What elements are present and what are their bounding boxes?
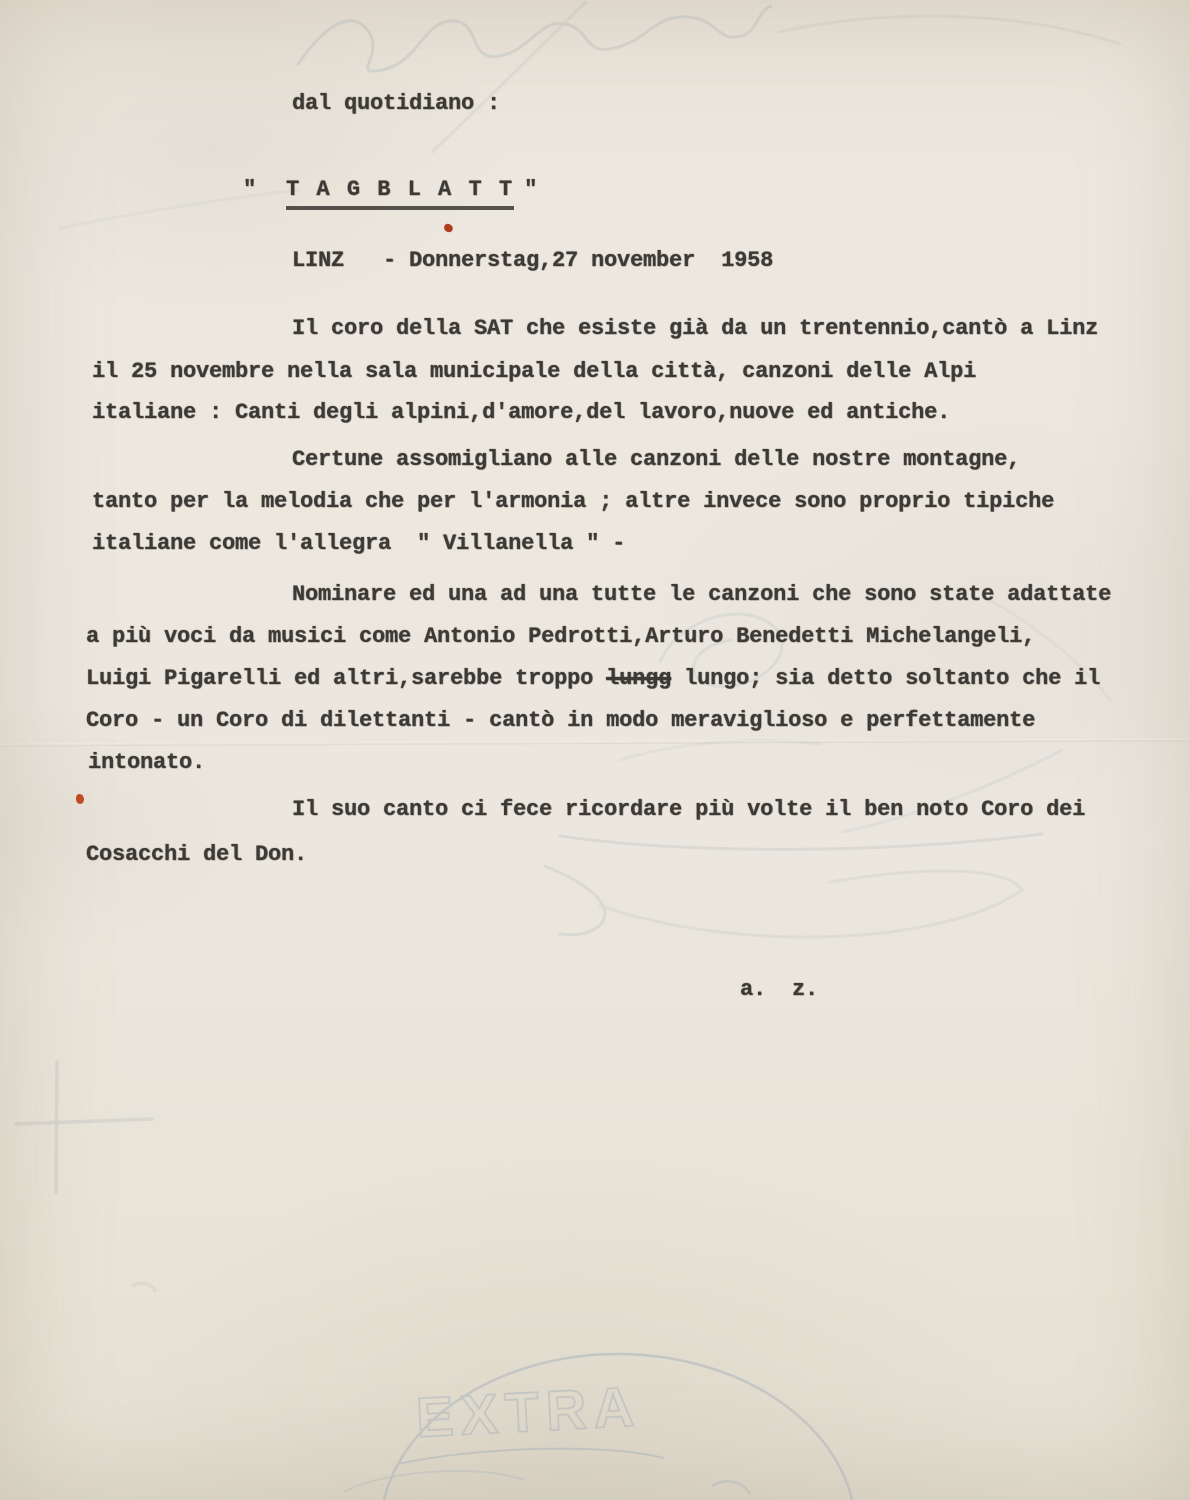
masthead-close-quote: ": [524, 177, 538, 202]
masthead-title: T A G B L A T T: [286, 178, 514, 210]
body-line: Il suo canto ci fece ricordare più volte il ben noto Coro dei: [292, 797, 1086, 822]
pencil-smudge: [132, 1283, 156, 1292]
red-ink-fleck: [76, 794, 84, 804]
body-line-post: lungo; sia detto soltanto che il: [671, 666, 1101, 691]
body-line-with-strikeout: [86, 667, 1100, 691]
signature: a. z.: [740, 977, 819, 1002]
source-line: dal quotidiano :: [292, 91, 501, 116]
body-line: Cosacchi del Don.: [86, 842, 308, 867]
body-line: Coro - un Coro di dilettanti - cantò in modo meraviglioso e perfettamente: [86, 708, 1036, 733]
pencil-cross-mark: [16, 1062, 152, 1192]
body-line-pre: Luigi Pigarelli ed altri,sarebbe troppo: [86, 666, 607, 691]
pencil-scribble-lower: [545, 741, 1062, 938]
masthead-open-quote: ": [243, 177, 257, 202]
body-line: italiane : Canti degli alpini,d'amore,del lavoro,nuove ed antiche.: [92, 400, 951, 425]
body-line: Nominare ed una ad una tutte le canzoni che sono state adattate: [292, 582, 1112, 607]
body-line: a più voci da musici come Antonio Pedrotti,Arturo Benedetti Michelangeli,: [86, 624, 1036, 649]
pencil-scribble-top: [60, 2, 1120, 228]
body-line: il 25 novembre nella sala municipale della città, canzoni delle Alpi: [92, 359, 977, 384]
masthead: [243, 178, 537, 210]
extra-watermark-stamp: [344, 1354, 856, 1500]
body-line: Certune assomigliano alle canzoni delle nostre montagne,: [292, 447, 1021, 472]
body-line: intonato.: [88, 750, 206, 775]
body-line: italiane come l'allegra " Villanella " -: [92, 531, 626, 556]
body-line: tanto per la melodia che per l'armonia ; altre invece sono proprio tipiche: [92, 489, 1055, 514]
struck-word: lungg: [606, 666, 672, 691]
body-line: Il coro della SAT che esiste già da un trentennio,cantò a Linz: [292, 316, 1099, 341]
watermark-text: EXTRA: [414, 1374, 643, 1449]
dateline: LINZ - Donnerstag,27 november 1958: [292, 248, 774, 273]
